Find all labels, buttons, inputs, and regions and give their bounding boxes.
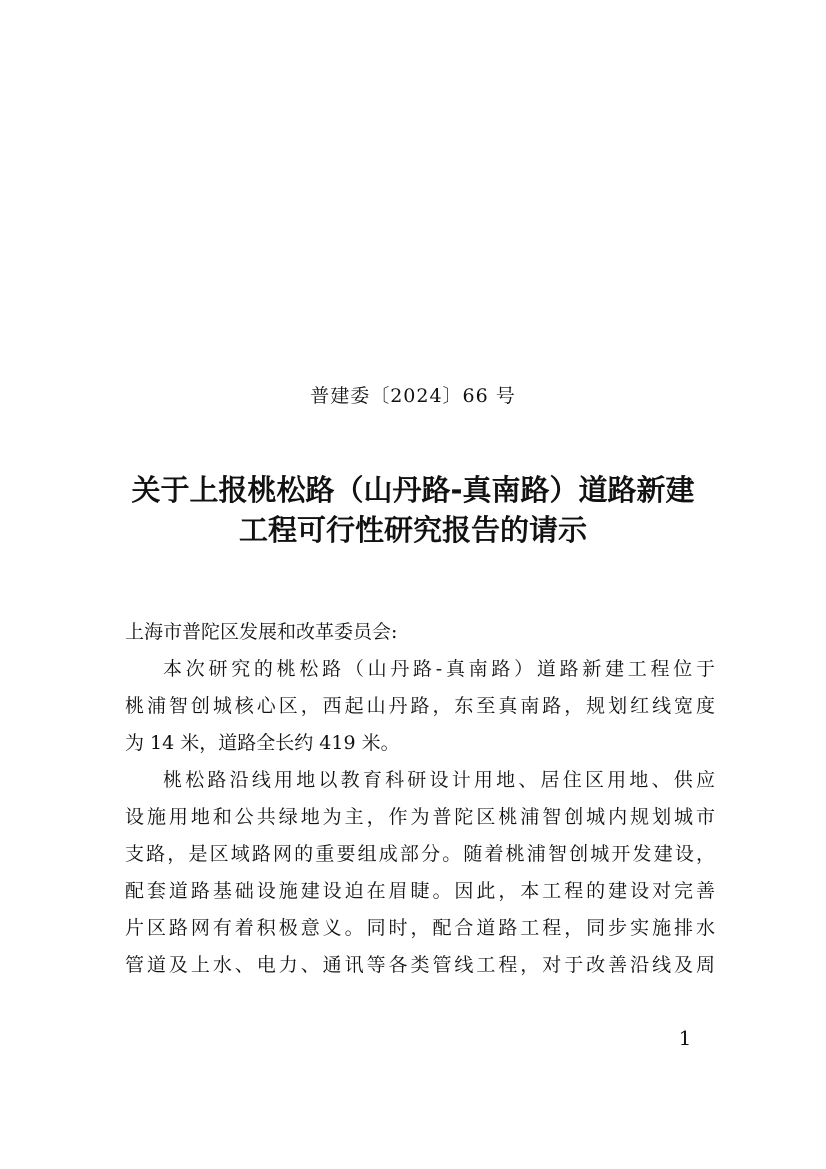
- paragraph: [125, 762, 715, 984]
- title-line: 工程可行性研究报告的请示: [238, 513, 587, 547]
- paragraph-line: 本次研究的桃松路（山丹路-真南路）道路新建工程位于: [163, 658, 715, 680]
- page-number: 1: [678, 1026, 692, 1050]
- paragraph-line: 桃松路沿线用地以教育科研设计用地、居住区用地、供应: [163, 769, 715, 791]
- document-body: [125, 614, 715, 984]
- paragraph-line: 支路，是区域路网的重要组成部分。随着桃浦智创城开发建设，: [125, 843, 715, 865]
- paragraph-line: 为 14 米，道路全长约 419 米。: [125, 732, 400, 754]
- paragraph-line: 配套道路基础设施建设迫在眉睫。因此，本工程的建设对完善: [125, 880, 715, 902]
- salutation: 上海市普陀区发展和改革委员会:: [125, 621, 398, 643]
- paragraph-line: 管道及上水、电力、通讯等各类管线工程，对于改善沿线及周: [125, 954, 715, 976]
- document-number: 普建委〔2024〕66 号: [310, 385, 516, 407]
- document-title: [100, 470, 726, 550]
- paragraph-line: 设施用地和公共绿地为主，作为普陀区桃浦智创城内规划城市: [125, 806, 715, 828]
- paragraph-line: 桃浦智创城核心区，西起山丹路，东至真南路，规划红线宽度: [125, 695, 715, 717]
- paragraph-line: 片区路网有着积极意义。同时，配合道路工程，同步实施排水: [125, 917, 715, 939]
- title-line: 关于上报桃松路（山丹路-真南路）道路新建: [131, 473, 695, 507]
- paragraph: [125, 651, 715, 762]
